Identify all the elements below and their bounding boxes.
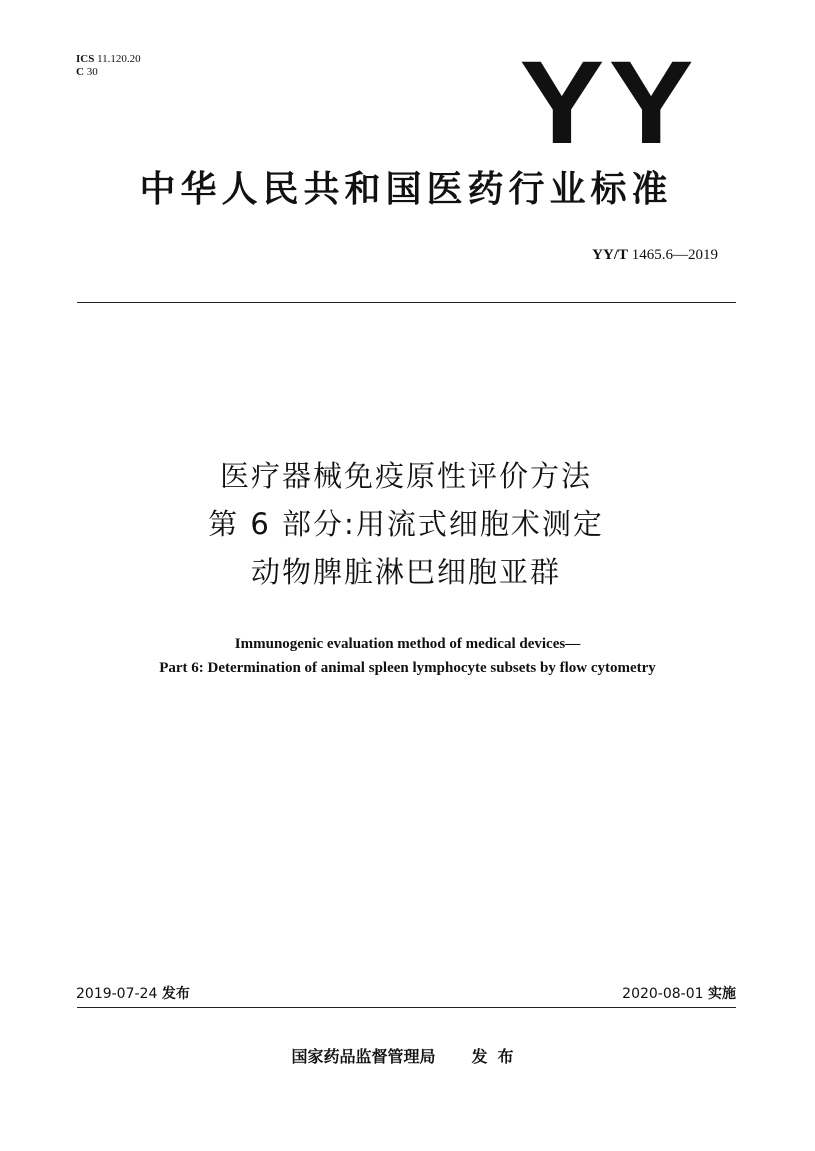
chinese-title-line-2: 第 6 部分:用流式细胞术测定	[208, 507, 604, 541]
english-title-line-2: Part 6: Determination of animal spleen lymphocyte subsets by flow cytometry	[159, 660, 656, 676]
publish-date-value: 2019-07-24	[76, 986, 158, 1002]
header-divider	[77, 302, 736, 303]
standard-mark: YY	[519, 37, 698, 169]
ccs-code-line	[76, 66, 141, 79]
issuing-authority	[0, 1046, 815, 1068]
ics-code-line	[76, 53, 141, 66]
footer-divider	[77, 1007, 736, 1008]
standard-category-title: 中华人民共和国医药行业标准	[139, 169, 673, 210]
classification-codes	[76, 53, 141, 79]
publish-date-suffix: 发布	[161, 986, 190, 1002]
standard-number-value: 1465.6—2019	[631, 247, 718, 263]
chinese-title	[76, 452, 736, 596]
standard-number	[592, 246, 718, 264]
standard-number-prefix: YY/T	[592, 247, 628, 263]
ccs-label: C	[76, 66, 84, 78]
chinese-title-line-1: 医疗器械免疫原性评价方法	[219, 459, 592, 493]
issuer-name: 国家药品监督管理局	[291, 1047, 436, 1066]
issuer-action: 发布	[471, 1047, 524, 1066]
implement-date-suffix: 实施	[708, 986, 736, 1002]
ics-label: ICS	[76, 53, 95, 65]
implement-date	[622, 985, 736, 1003]
implement-date-value: 2020-08-01	[622, 986, 704, 1002]
chinese-title-line-3: 动物脾脏淋巴细胞亚群	[250, 555, 561, 589]
publish-date	[76, 985, 190, 1003]
ccs-code: 30	[86, 66, 98, 78]
english-title	[40, 632, 775, 680]
ics-code: 11.120.20	[97, 53, 141, 65]
english-title-line-1: Immunogenic evaluation method of medical devices—	[234, 636, 581, 652]
